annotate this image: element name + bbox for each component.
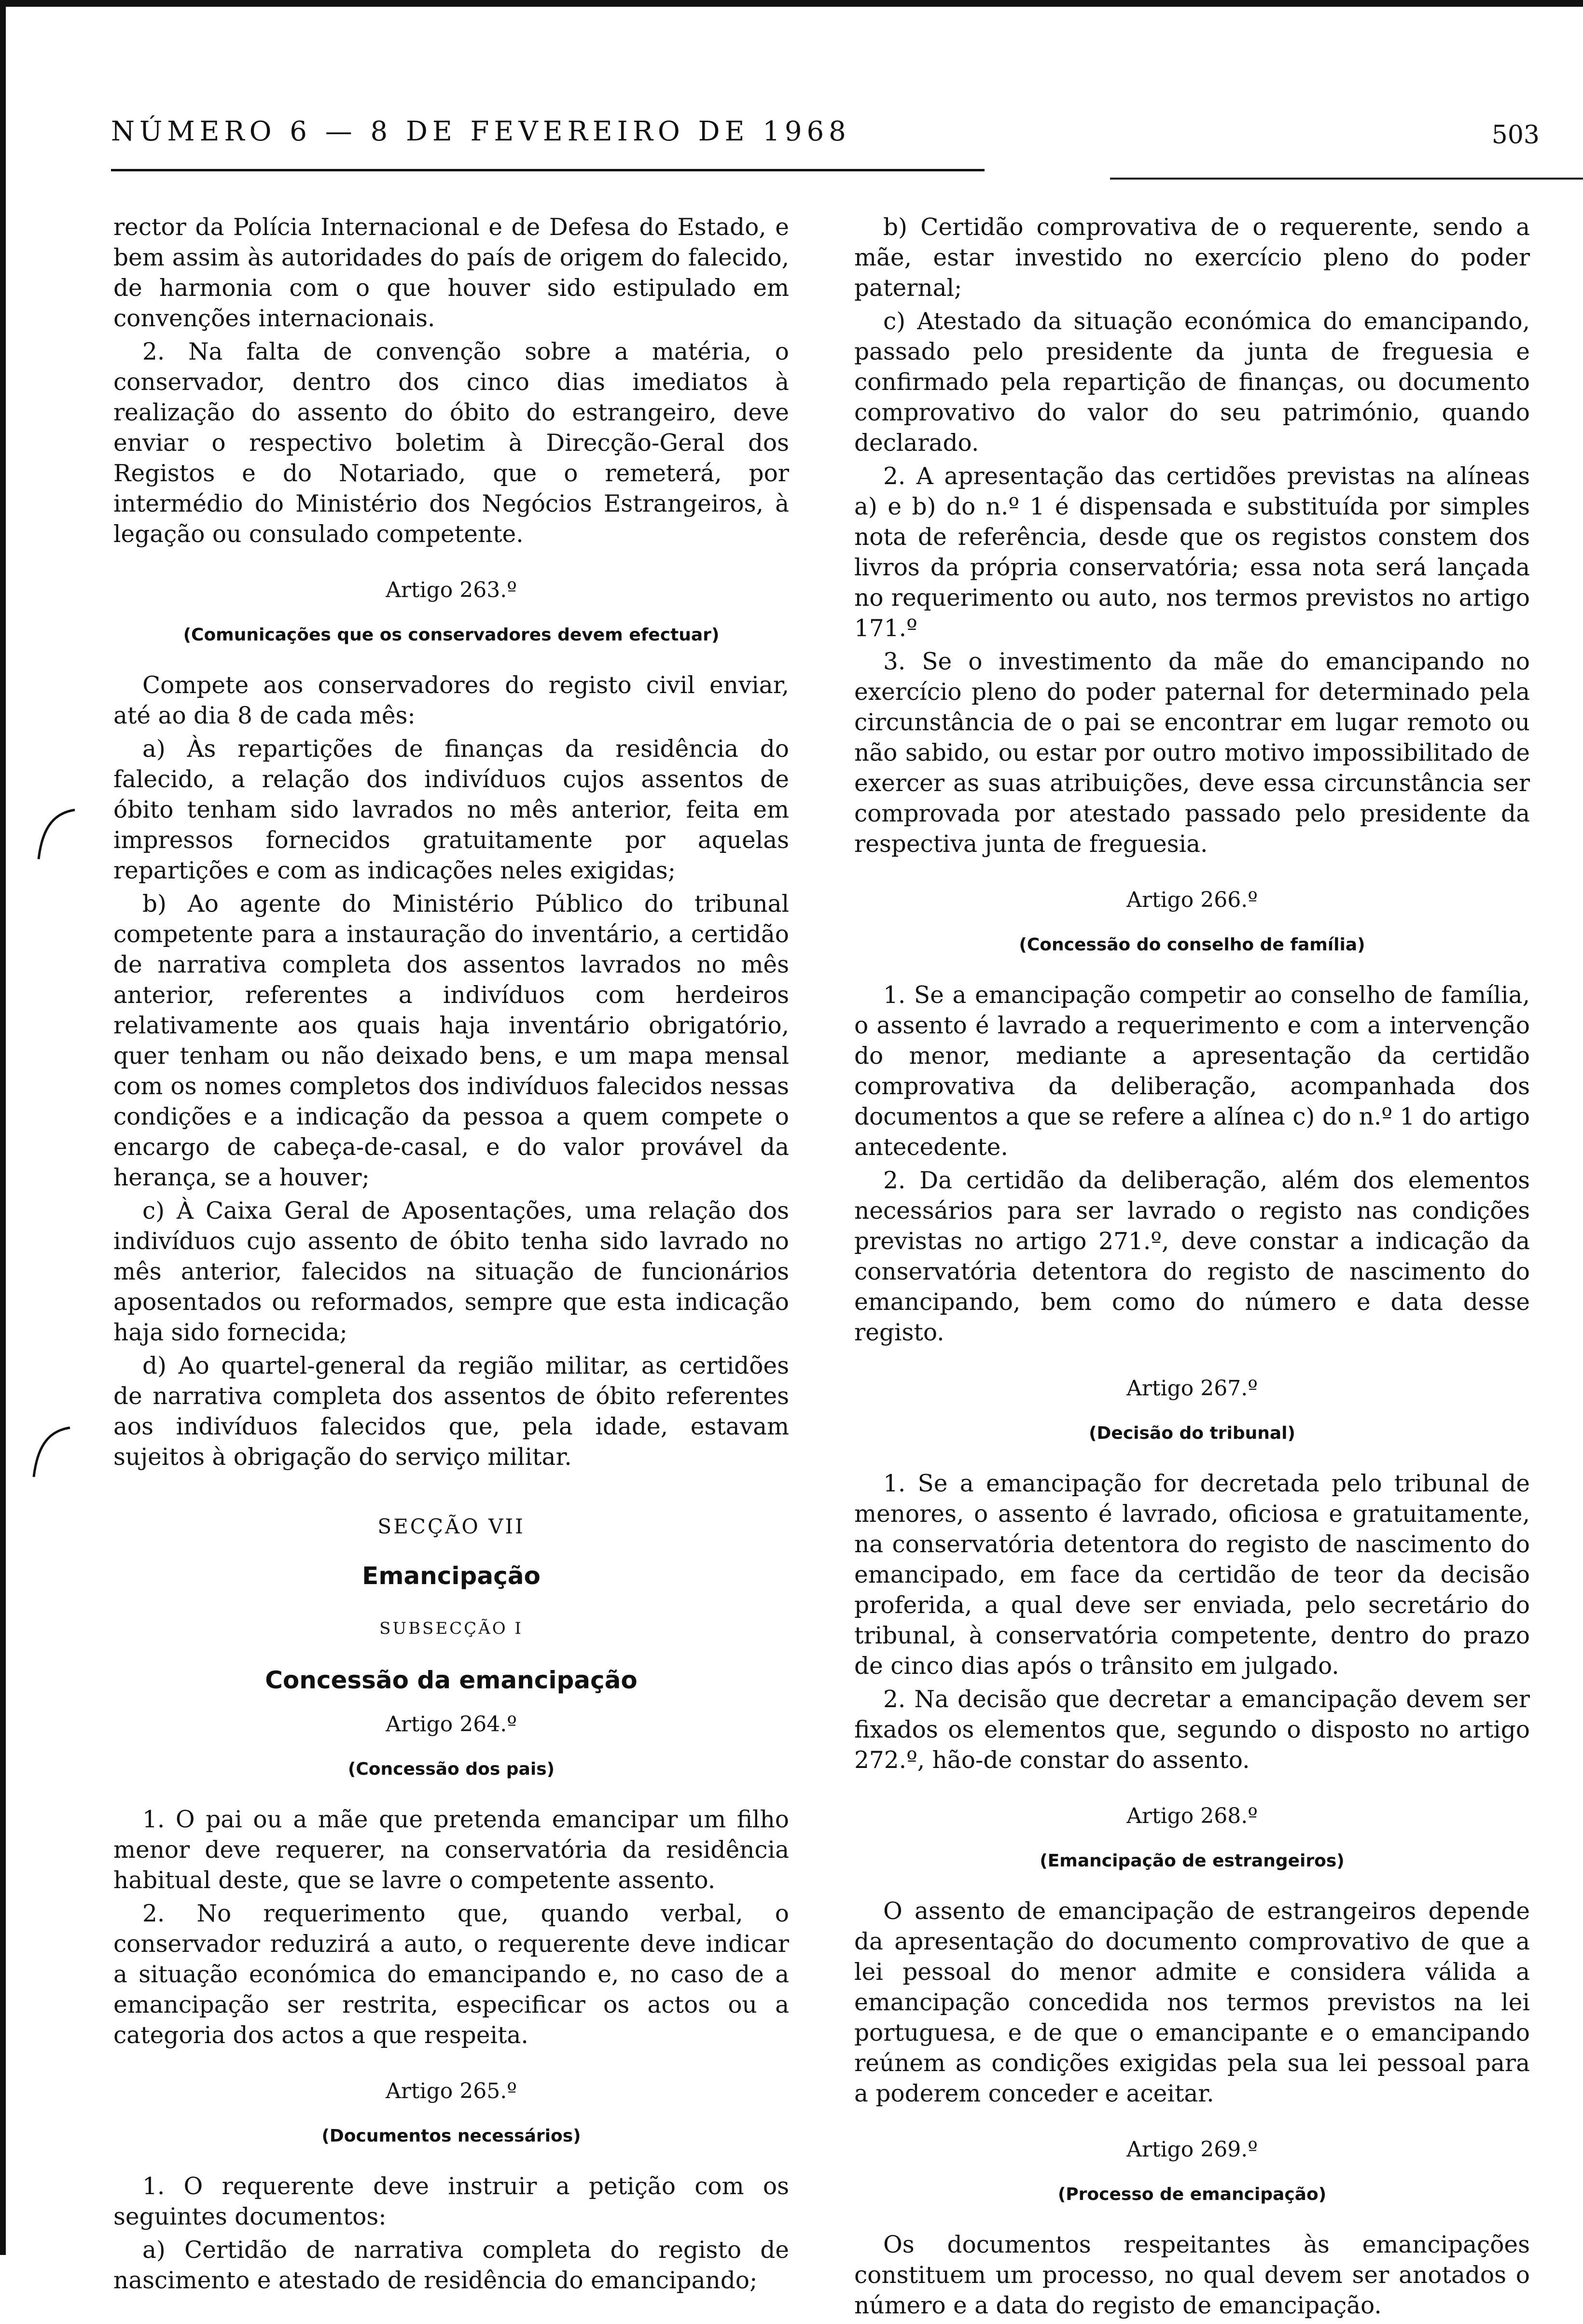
paragraph: 1. O requerente deve instruir a petição com os seguintes documentos: [113,2173,789,2230]
list-item: d) Ao quartel-general da região militar, as certidões de narrativa completa dos assentos de óbito referentes aos indivíduos falecidos que, pela idade, estavam sujeitos à obrigação do serviço militar. [113,1352,789,1471]
article-heading: Artigo 268.º [1126,1804,1258,1828]
list-item: a) Às repartições de finanças da residência do falecido, a relação dos indivíduos cujos assentos de óbito tenham sido lavrados no mês anterior, feita em impressos fornecidos gratuitamente por aquelas repartições e com as indicações neles exigidas; [113,736,789,884]
paragraph: 2. Da certidão da deliberação, além dos elementos necessários para ser lavrado o registo nas condições previstas no artigo 271.º, deve constar a indicação da conservatória detentora do registo de nascimento do emancipando, bem como do número e data desse registo. [854,1167,1530,1346]
list-item: a) Certidão de narrativa completa do registo de nascimento e atestado de residência do emancipando; [113,2237,789,2294]
article-title: (Processo de emancipação) [1057,2185,1327,2204]
paragraph: O assento de emancipação de estrangeiros depende da apresentação do documento comprovativo de que a lei pessoal do menor admite e considera válida a emancipação concedida nos termos previstos na lei portuguesa, e de que o emancipante e o emancipando reúnem as condições exigidas pela sua lei pessoal para a poderem conceder e aceitar. [854,1898,1530,2107]
paragraph: 3. Se o investimento da mãe do emancipando no exercício pleno do poder paternal for determinado pela circunstância de o pai se encontrar em lugar remoto ou não sabido, ou estar por outro motivo impossibilitado de exercer as suas atribuições, deve essa circunstância ser comprovada por atestado passado pelo presidente da respectiva junta de freguesia. [854,648,1530,858]
left-column [113,212,789,2299]
article-title: (Concessão dos pais) [347,1759,555,1779]
article-title: (Comunicações que os conservadores devem efectuar) [183,625,720,645]
article-title: (Documentos necessários) [321,2126,581,2146]
paragraph: Os documentos respeitantes às emancipações constituem um processo, no qual devem ser anotados o número e a data do registo de emancipação. [854,2231,1530,2319]
margin-mark-icon [34,806,77,864]
paragraph: rector da Polícia Internacional e de Defesa do Estado, e bem assim às autoridades do país de origem do falecido, de harmonia com o que houver sido estipulado em convenções internacionais. [113,214,789,332]
header-rule-left [111,169,985,171]
paragraph: 1. Se a emancipação for decretada pelo tribunal de menores, o assento é lavrado, oficiosa e gratuitamente, na conservatória detentora do registo de nascimento do emancipado, em face da certidão de teor da decisão proferida, a qual deve ser enviada, pelo secretário do tribunal, à conservatória competente, dentro do prazo de cinco dias após o trânsito em julgado. [854,1470,1530,1680]
article-heading: Artigo 265.º [386,2079,517,2103]
section-heading: SECÇÃO VII [377,1515,525,1538]
article-heading: Artigo 267.º [1126,1376,1258,1401]
header-rule-right [1110,178,1583,180]
paragraph: 2. Na falta de convenção sobre a matéria, o conservador, dentro dos cinco dias imediatos à realização do assento do óbito do estrangeiro, deve enviar o respectivo boletim à Direcção-Geral dos Registos e do Notariado, que o remeterá, por intermédio do Ministério dos Negócios Estrangeiros, à legação ou consulado competente. [113,338,789,548]
paragraph: 2. A apresentação das certidões previstas na alíneas a) e b) do n.º 1 é dispensada e substituída por simples nota de referência, desde que os registos constem dos livros da própria conservatória; essa nota será lançada no requerimento ou auto, nos termos previstos no artigo 171.º [854,463,1530,642]
article-heading: Artigo 266.º [1126,888,1258,912]
paragraph: 1. Se a emancipação competir ao conselho de família, o assento é lavrado a requerimento e com a intervenção do menor, mediante a apresentação da certidão comprovativa da deliberação, acompanhada dos documentos a que se refere a alínea c) do n.º 1 do artigo antecedente. [854,982,1530,1161]
page-border-left [0,0,6,2255]
article-title: (Concessão do conselho de família) [1019,935,1365,955]
paragraph: 1. O pai ou a mãe que pretenda emancipar um filho menor deve requerer, na conservatória da residência habitual deste, que se lavre o competente assento. [113,1806,789,1894]
header-title: NÚMERO 6 — 8 DE FEVEREIRO DE 1968 [111,116,851,147]
subsection-title: Concessão da emancipação [265,1666,638,1694]
article-title: (Emancipação de estrangeiros) [1040,1851,1345,1871]
list-item: c) Atestado da situação económica do emancipando, passado pelo presidente da junta de freguesia e confirmado pela repartição de finanças, ou documento comprovativo do valor do seu património, quando declarado. [854,308,1530,457]
section-title: Emancipação [362,1562,541,1590]
article-heading: Artigo 263.º [386,578,517,602]
list-item: c) À Caixa Geral de Aposentações, uma relação dos indivíduos cujo assento de óbito tenha sido lavrado no mês anterior, falecidos na situação de funcionários aposentados ou reformados, sempre que esta indicação haja sido fornecida; [113,1197,789,1346]
article-title: (Decisão do tribunal) [1089,1423,1295,1443]
article-heading: Artigo 269.º [1126,2137,1258,2162]
paragraph: 2. No requerimento que, quando verbal, o conservador reduzirá a auto, o requerente deve indicar a situação económica do emancipando e, no caso de a emancipação ser restrita, especificar os actos ou a categoria dos actos a que respeita. [113,1900,789,2049]
list-item: b) Ao agente do Ministério Público do tribunal competente para a instauração do inventário, a certidão de narrativa completa dos assentos lavrados no mês anterior, referentes a indivíduos com herdeiros relativamente aos quais haja inventário obrigatório, quer tenham ou não deixado bens, e um mapa mensal com os nomes completos dos indivíduos falecidos nessas condições e a indicação da pessoa a quem compete o encargo de cabeça-de-casal, e do valor provável da herança, se a houver; [113,891,789,1191]
right-column [854,212,1530,2324]
subsection-heading: SUBSECÇÃO I [379,1619,523,1638]
paragraph: Compete aos conservadores do registo civil enviar, até ao dia 8 de cada mês: [113,672,789,729]
article-heading: Artigo 264.º [386,1712,517,1737]
page-header [111,116,1540,154]
paragraph: 2. Na decisão que decretar a emancipação devem ser fixados os elementos que, segundo o disposto no artigo 272.º, hão-de constar do assento. [854,1686,1530,1774]
page-border-top [0,0,1583,7]
margin-mark-icon [29,1424,72,1482]
page-number: 503 [1491,121,1540,150]
list-item: b) Certidão comprovativa de o requerente, sendo a mãe, estar investido no exercício pleno do poder paternal; [854,214,1530,302]
